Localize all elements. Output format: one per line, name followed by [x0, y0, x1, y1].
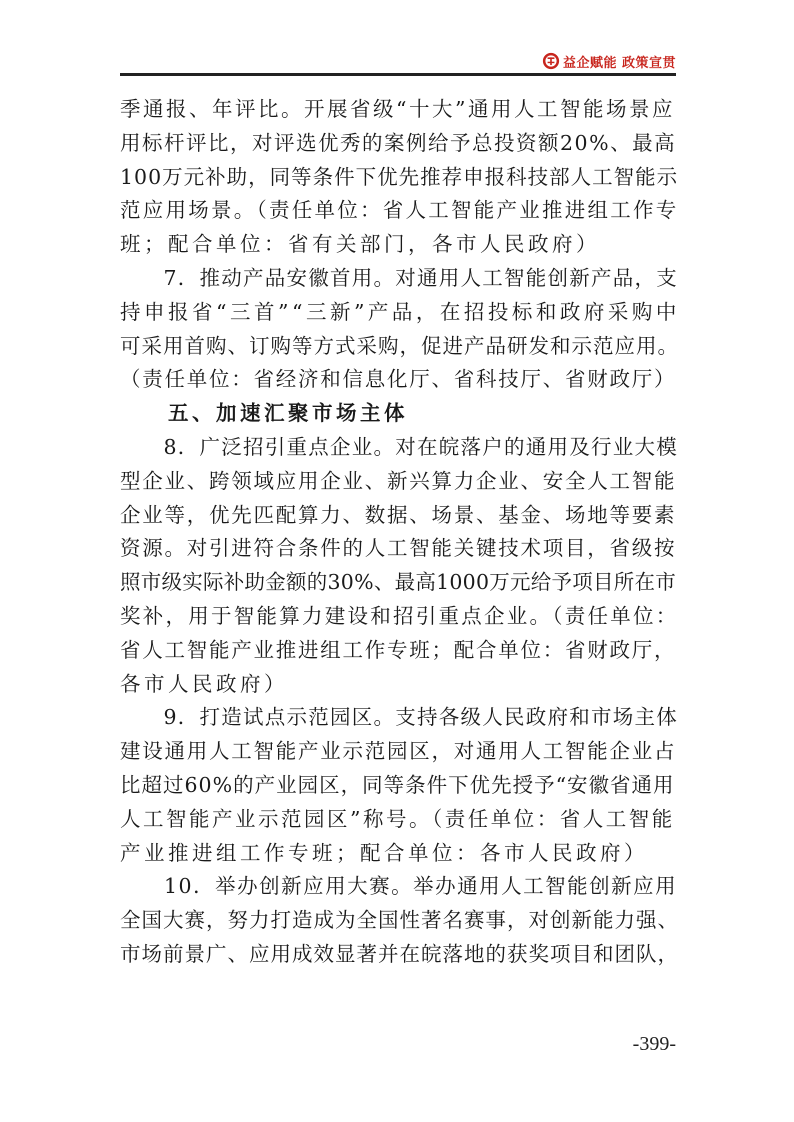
text-line: 7．推动产品安徽首用。对通用人工智能创新产品，支 — [120, 265, 679, 290]
brand-logo-icon — [542, 52, 560, 70]
document-body — [120, 93, 680, 972]
brand-name: 益企赋能 — [562, 55, 617, 71]
text-line: 用标杆评比，对评选优秀的案例给予总投资额20%、最高 — [120, 130, 677, 155]
text-line: 范应用场景。（责任单位：省人工智能产业推进组工作专 — [120, 198, 679, 223]
text-line: 9．打造试点示范园区。支持各级人民政府和市场主体 — [120, 705, 679, 730]
text-line: 省人工智能产业推进组工作专班；配合单位：省财政厅， — [120, 637, 677, 662]
text-line: 各市人民政府） — [120, 671, 288, 696]
text-line: 班；配合单位：省有关部门，各市人民政府） — [120, 232, 600, 257]
text-line: 人工智能产业示范园区”称号。（责任单位：省人工智能 — [120, 806, 675, 831]
page-header — [120, 40, 676, 80]
text-line: 比超过60%的产业园区，同等条件下优先授予“安徽省通用 — [120, 772, 675, 797]
text-line: 10．举办创新应用大赛。举办通用人工智能创新应用 — [120, 874, 678, 899]
text-line: 建设通用人工智能产业示范园区，对通用人工智能企业占 — [120, 739, 677, 764]
page-number: -399- — [632, 1033, 676, 1055]
text-line: 可采用首购、订购等方式采购，促进产品研发和示范应用。 — [120, 333, 679, 358]
text-line: （责任单位：省经济和信息化厅、省科技厅、省财政厅） — [120, 367, 677, 392]
text-line: 市场前景广、应用成效显著并在皖落地的获奖项目和团队， — [120, 941, 679, 966]
text-line: 季通报、年评比。开展省级“十大”通用人工智能场景应 — [120, 97, 675, 121]
text-line: 100万元补助，同等条件下优先推荐申报科技部人工智能示 — [120, 164, 679, 189]
text-line: 照市级实际补助金额的30%、最高1000万元给予项目所在市 — [120, 570, 676, 595]
text-line: 全国大赛，努力打造成为全国性著名赛事，对创新能力强、 — [120, 908, 679, 933]
text-line: 型企业、跨领域应用企业、新兴算力企业、安全人工智能 — [120, 468, 677, 493]
text-line: 产业推进组工作专班；配合单位：各市人民政府） — [120, 840, 648, 865]
header-rule — [120, 73, 676, 76]
text-line: 资源。对引进符合条件的人工智能关键技术项目，省级按 — [120, 536, 677, 561]
text-line: 持申报省“三首”“三新”产品，在招投标和政府采购中 — [120, 299, 680, 324]
text-line: 奖补，用于智能算力建设和招引重点企业。（责任单位： — [120, 603, 679, 628]
text-line: 企业等，优先匹配算力、数据、场景、基金、场地等要素 — [120, 502, 677, 527]
brand-section: 政策宣贯 — [621, 55, 676, 71]
text-line: 8．广泛招引重点企业。对在皖落户的通用及行业大模 — [120, 434, 679, 459]
section-heading: 五、加速汇聚市场主体 — [120, 401, 408, 426]
brand-badge — [542, 50, 676, 72]
